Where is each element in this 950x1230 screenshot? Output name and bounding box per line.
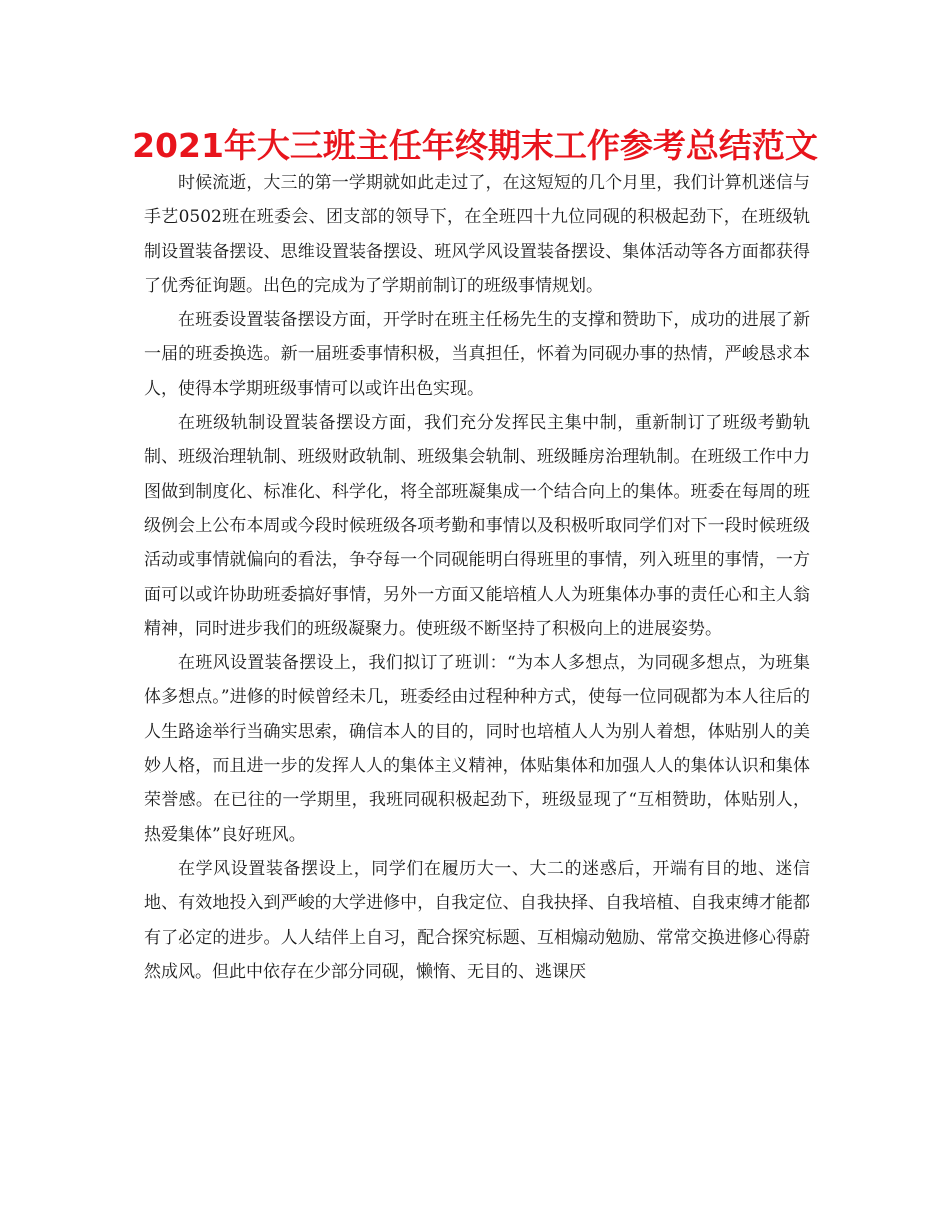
paragraph-3: 在班级轨制设置装备摆设方面，我们充分发挥民主集中制，重新制订了班级考勤轨制、班级治理轨制、班级财政轨制、班级集会轨制、班级睡房治理轨制。在班级工作中力图做到制度化、标准化、科学化，将全部班凝集成一个结合向上的集体。班委在每周的班级例会上公布本周或今段时候班级各项考勤和事情以及积极听取同学们对下一段时候班级活动或事情就偏向的看法，争夺每一个同砚能明白得班里的事情，列入班里的事情，一方面可以或许协助班委搞好事情，另外一方面又能培植人人为班集体办事的责任心和主人翁精神，同时进步我们的班级凝聚力。使班级不断坚持了积极向上的进展姿势。 <box>144 413 810 639</box>
paragraph-4: 在班风设置装备摆设上，我们拟订了班训：“为本人多想点，为同砚多想点，为班集体多想点。”进修的时候曾经未几，班委经由过程种种方式，使每一位同砚都为本人往后的人生路途举行当确实思索，确信本人的目的，同时也培植人人为别人着想，体贴别人的美妙人格，而且进一步的发挥人人的集体主义精神，体贴集体和加强人人的集体认识和集体荣誉感。在已往的一学期里，我班同砚积极起劲下，班级显现了“互相赞助，体贴别人，热爱集体”良好班风。 <box>144 653 810 845</box>
document-body <box>144 166 810 989</box>
paragraph-5: 在学风设置装备摆设上，同学们在履历大一、大二的迷惑后，开端有目的地、迷信地、有效地投入到严峻的大学进修中，自我定位、自我抉择、自我培植、自我束缚才能都有了必定的进步。人人结伴上自习，配合探究标题、互相煽动勉励、常常交换进修心得蔚然成风。但此中依存在少部分同砚，懒惰、无目的、逃课厌 <box>144 858 810 982</box>
document-title: 2021年大三班主任年终期末工作参考总结范文 <box>132 126 818 165</box>
paragraph-1: 时候流逝，大三的第一学期就如此走过了，在这短短的几个月里，我们计算机迷信与手艺0502班在班委会、团支部的领导下，在全班四十九位同砚的积极起劲下，在班级轨制设置装备摆设、思维设置装备摆设、班风学风设置装备摆设、集体活动等各方面都获得了优秀征询题。出色的完成为了学期前制订的班级事情规划。 <box>144 173 810 296</box>
paragraph-2: 在班委设置装备摆设方面，开学时在班主任杨先生的支撑和赞助下，成功的进展了新一届的班委换选。新一届班委事情积极，当真担任，怀着为同砚办事的热情，严峻恳求本人，使得本学期班级事情可以或许出色实现。 <box>144 310 810 399</box>
